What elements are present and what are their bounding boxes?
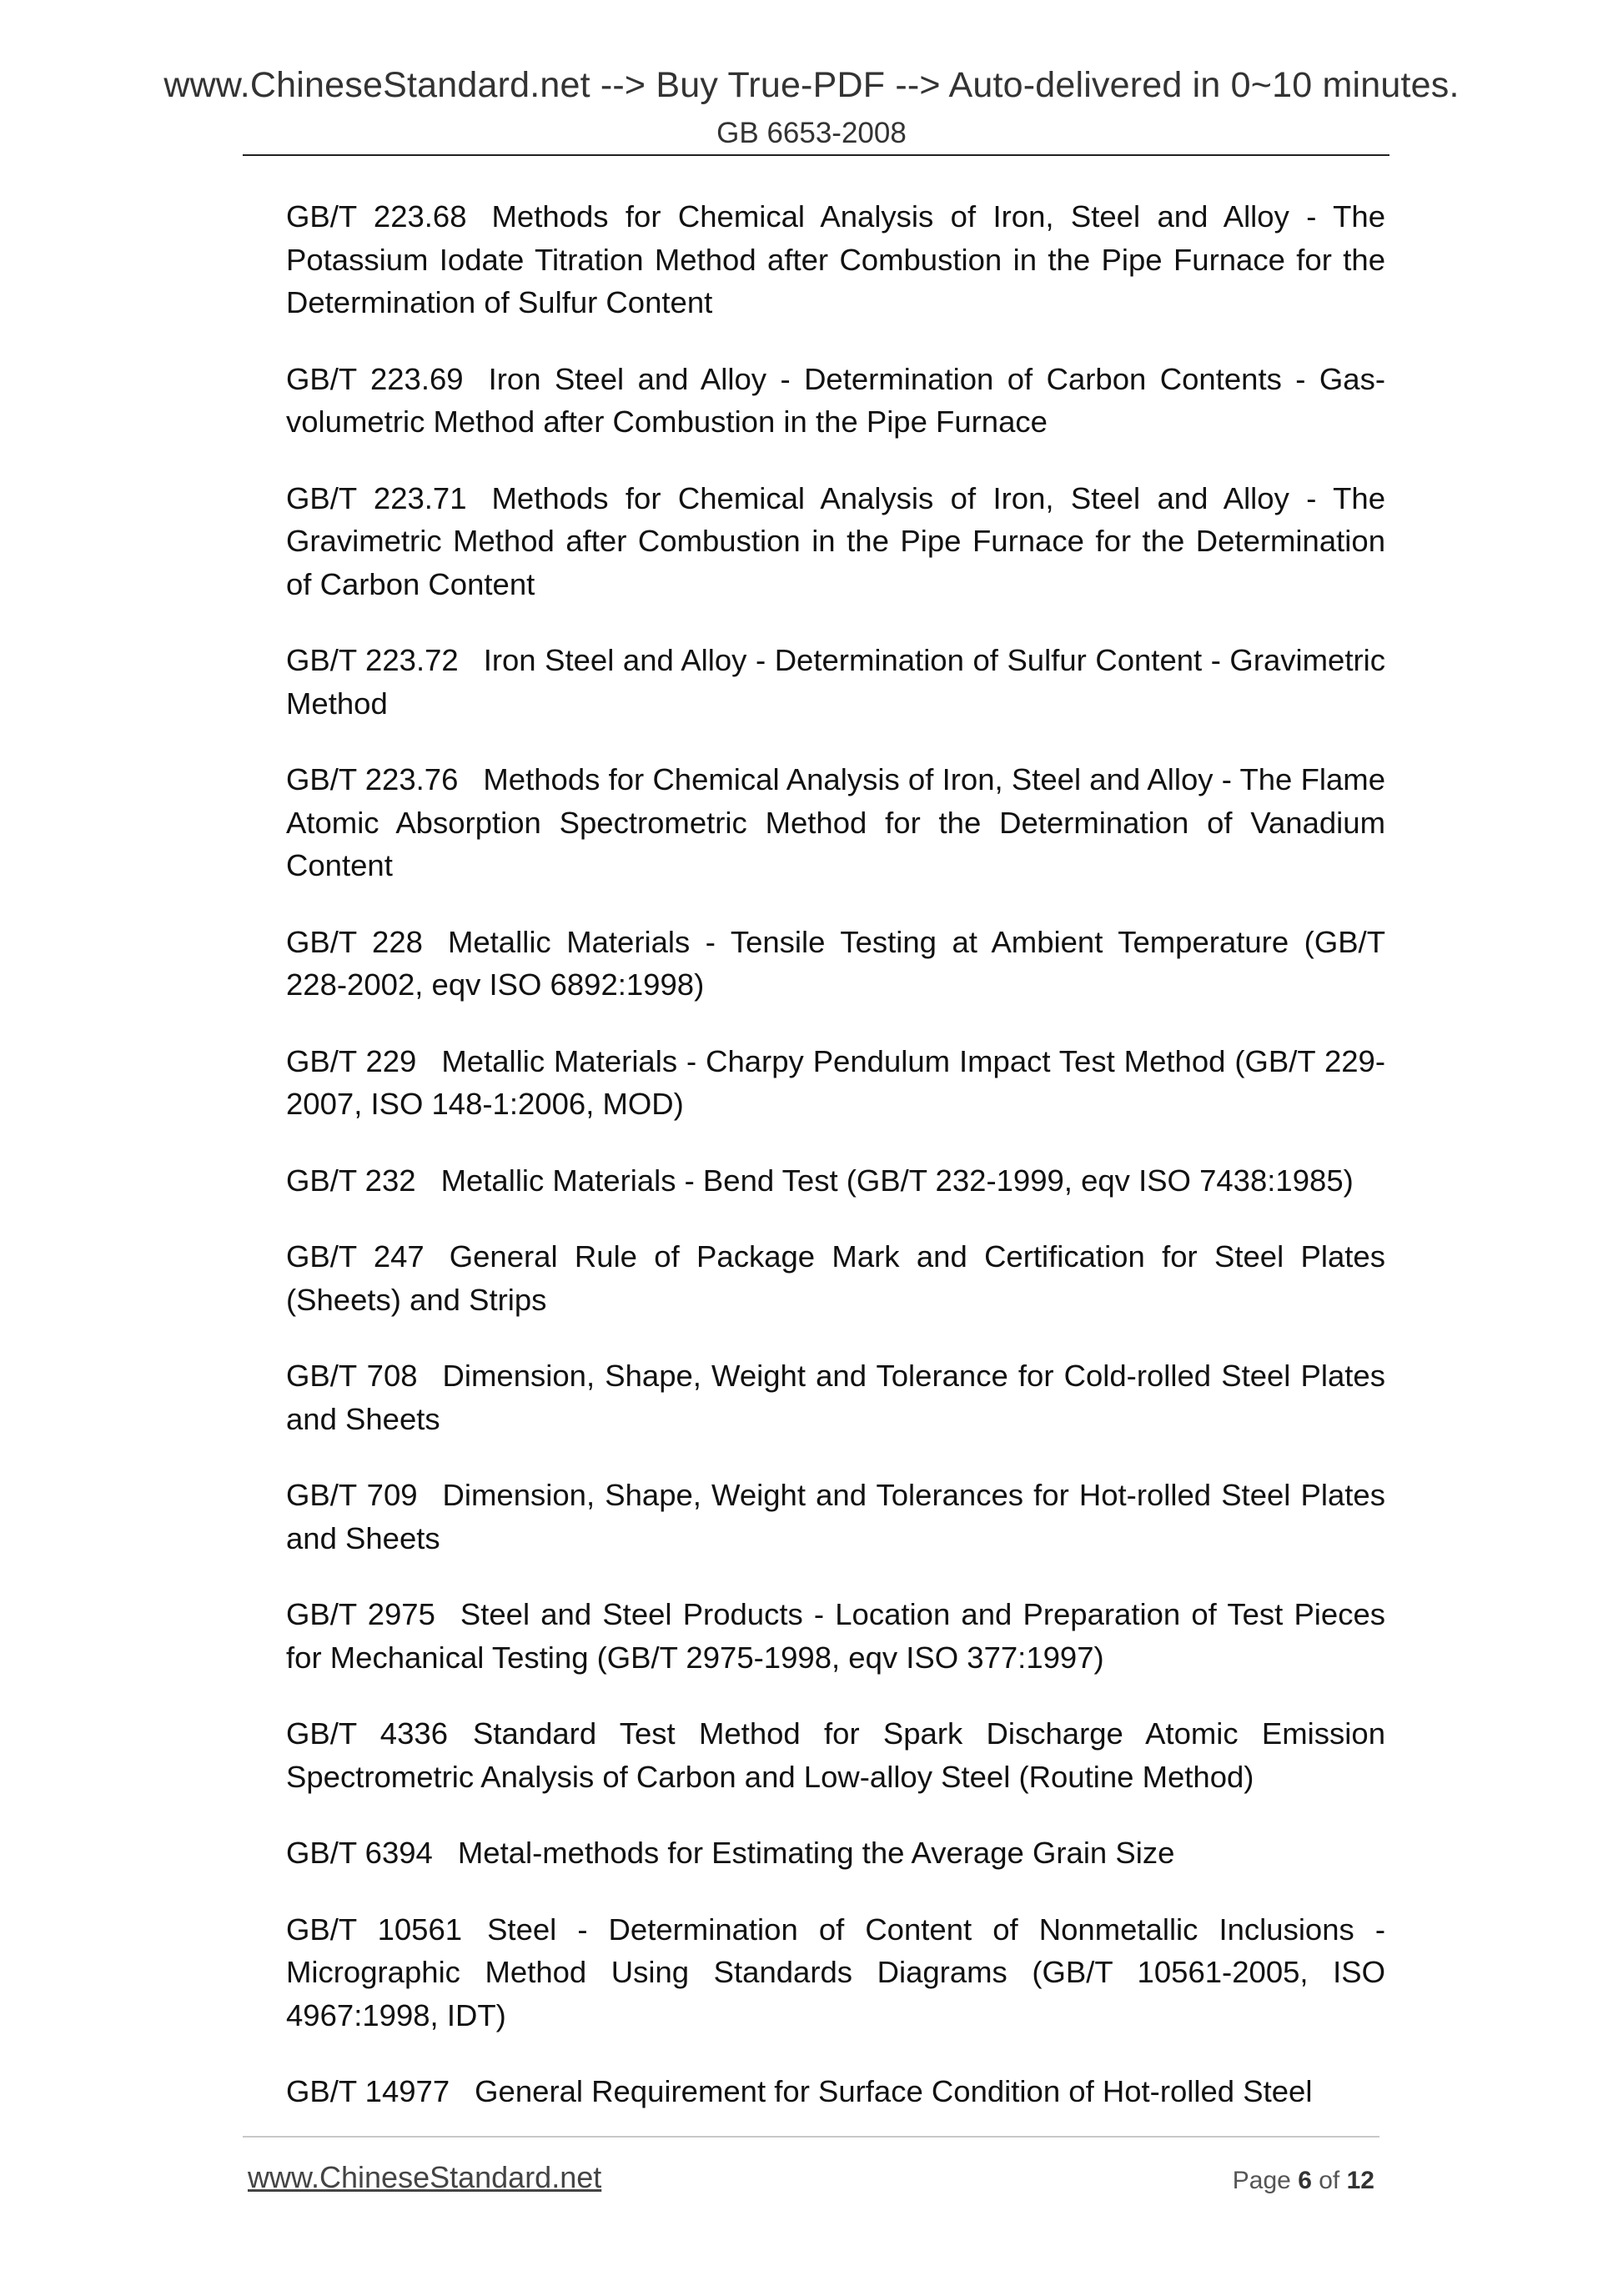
reference-code: GB/T 223.76 <box>286 762 459 796</box>
reference-code: GB/T 223.68 <box>286 199 467 234</box>
reference-code: GB/T 10561 <box>286 1912 463 1947</box>
reference-item <box>286 1235 1385 1321</box>
reference-item <box>286 477 1385 606</box>
reference-code: GB/T 6394 <box>286 1836 433 1870</box>
reference-code: GB/T 232 <box>286 1163 416 1198</box>
page-of-label: of <box>1319 2167 1340 2194</box>
reference-code: GB/T 228 <box>286 924 423 959</box>
reference-item <box>286 921 1385 1007</box>
footer-site-link[interactable]: www.ChineseStandard.net <box>248 2160 602 2194</box>
reference-title: General Rule of Package Mark and Certification for Steel Plates (Sheets) and Strips <box>286 1239 1385 1317</box>
footer-divider <box>243 2136 1379 2138</box>
reference-code: GB/T 708 <box>286 1359 418 1393</box>
reference-item <box>286 1593 1385 1679</box>
reference-title: Steel and Steel Products - Location and Preparation of Test Pieces for Mechanical Testing (GB/T 2975-1998, eqv ISO 377:1997) <box>286 1597 1385 1675</box>
reference-item <box>286 1712 1385 1798</box>
reference-item <box>286 758 1385 887</box>
reference-code: GB/T 223.69 <box>286 361 464 396</box>
reference-code: GB/T 4336 <box>286 1716 448 1751</box>
reference-item <box>286 1474 1385 1560</box>
reference-title: Methods for Chemical Analysis of Iron, Steel and Alloy - The Flame Atomic Absorption Spectrometric Method for the Determination of Vanadium Content <box>286 762 1385 882</box>
normative-references-list <box>286 195 1385 2147</box>
header-divider <box>243 154 1389 156</box>
reference-code: GB/T 223.72 <box>286 643 459 677</box>
reference-title: Metallic Materials - Charpy Pendulum Impact Test Method (GB/T 229-2007, ISO 148-1:2006, MOD) <box>286 1043 1386 1121</box>
reference-item <box>286 639 1385 725</box>
reference-item <box>286 1159 1385 1203</box>
reference-title: Dimension, Shape, Weight and Tolerances for Hot-rolled Steel Plates and Sheets <box>286 1478 1385 1555</box>
reference-title: Iron Steel and Alloy - Determination of Sulfur Content - Gravimetric Method <box>286 643 1385 721</box>
reference-title: Methods for Chemical Analysis of Iron, Steel and Alloy - The Potassium Iodate Titration Method after Combustion in the Pipe Furnace for the Determination of Sulfur Content <box>286 199 1385 319</box>
reference-title: Steel - Determination of Content of Nonmetallic Inclusions - Micrographic Method Using Standards Diagrams (GB/T 10561-2005, ISO 4967:1998, IDT) <box>286 1912 1385 2032</box>
reference-code: GB/T 709 <box>286 1478 418 1512</box>
page-indicator <box>1233 2167 1374 2195</box>
reference-code: GB/T 2975 <box>286 1597 435 1631</box>
reference-title: General Requirement for Surface Condition of Hot-rolled Steel <box>475 2074 1313 2108</box>
purchase-banner: www.ChineseStandard.net --> Buy True-PDF --> Auto-delivered in 0~10 minutes. <box>163 65 1460 105</box>
reference-item <box>286 2070 1385 2113</box>
reference-item <box>286 1908 1385 2037</box>
reference-code: GB/T 14977 <box>286 2074 450 2108</box>
page-total: 12 <box>1346 2167 1374 2194</box>
reference-title: Standard Test Method for Spark Discharge Atomic Emission Spectrometric Analysis of Carbon and Low-alloy Steel (Routine Method) <box>286 1716 1385 1794</box>
reference-title: Metallic Materials - Tensile Testing at Ambient Temperature (GB/T 228-2002, eqv ISO 6892:1998) <box>286 924 1385 1002</box>
reference-title: Methods for Chemical Analysis of Iron, Steel and Alloy - The Gravimetric Method after Combustion in the Pipe Furnace for the Determination of Carbon Content <box>286 480 1385 601</box>
reference-title: Dimension, Shape, Weight and Tolerance for Cold-rolled Steel Plates and Sheets <box>286 1359 1385 1436</box>
reference-item <box>286 195 1385 324</box>
reference-title: Metal-methods for Estimating the Average Grain Size <box>457 1836 1175 1870</box>
reference-item <box>286 1040 1385 1126</box>
reference-item <box>286 1354 1385 1440</box>
document-id: GB 6653-2008 <box>716 117 907 149</box>
reference-code: GB/T 247 <box>286 1239 425 1274</box>
reference-title: Metallic Materials - Bend Test (GB/T 232-1999, eqv ISO 7438:1985) <box>440 1163 1354 1198</box>
page-label: Page <box>1232 2167 1291 2194</box>
reference-code: GB/T 229 <box>286 1043 417 1078</box>
page-current: 6 <box>1298 2167 1312 2194</box>
reference-code: GB/T 223.71 <box>286 480 467 515</box>
reference-title: Iron Steel and Alloy - Determination of Carbon Contents - Gas-volumetric Method after Combustion in the Pipe Furnace <box>286 361 1386 439</box>
reference-item <box>286 358 1385 444</box>
reference-item <box>286 1831 1385 1875</box>
